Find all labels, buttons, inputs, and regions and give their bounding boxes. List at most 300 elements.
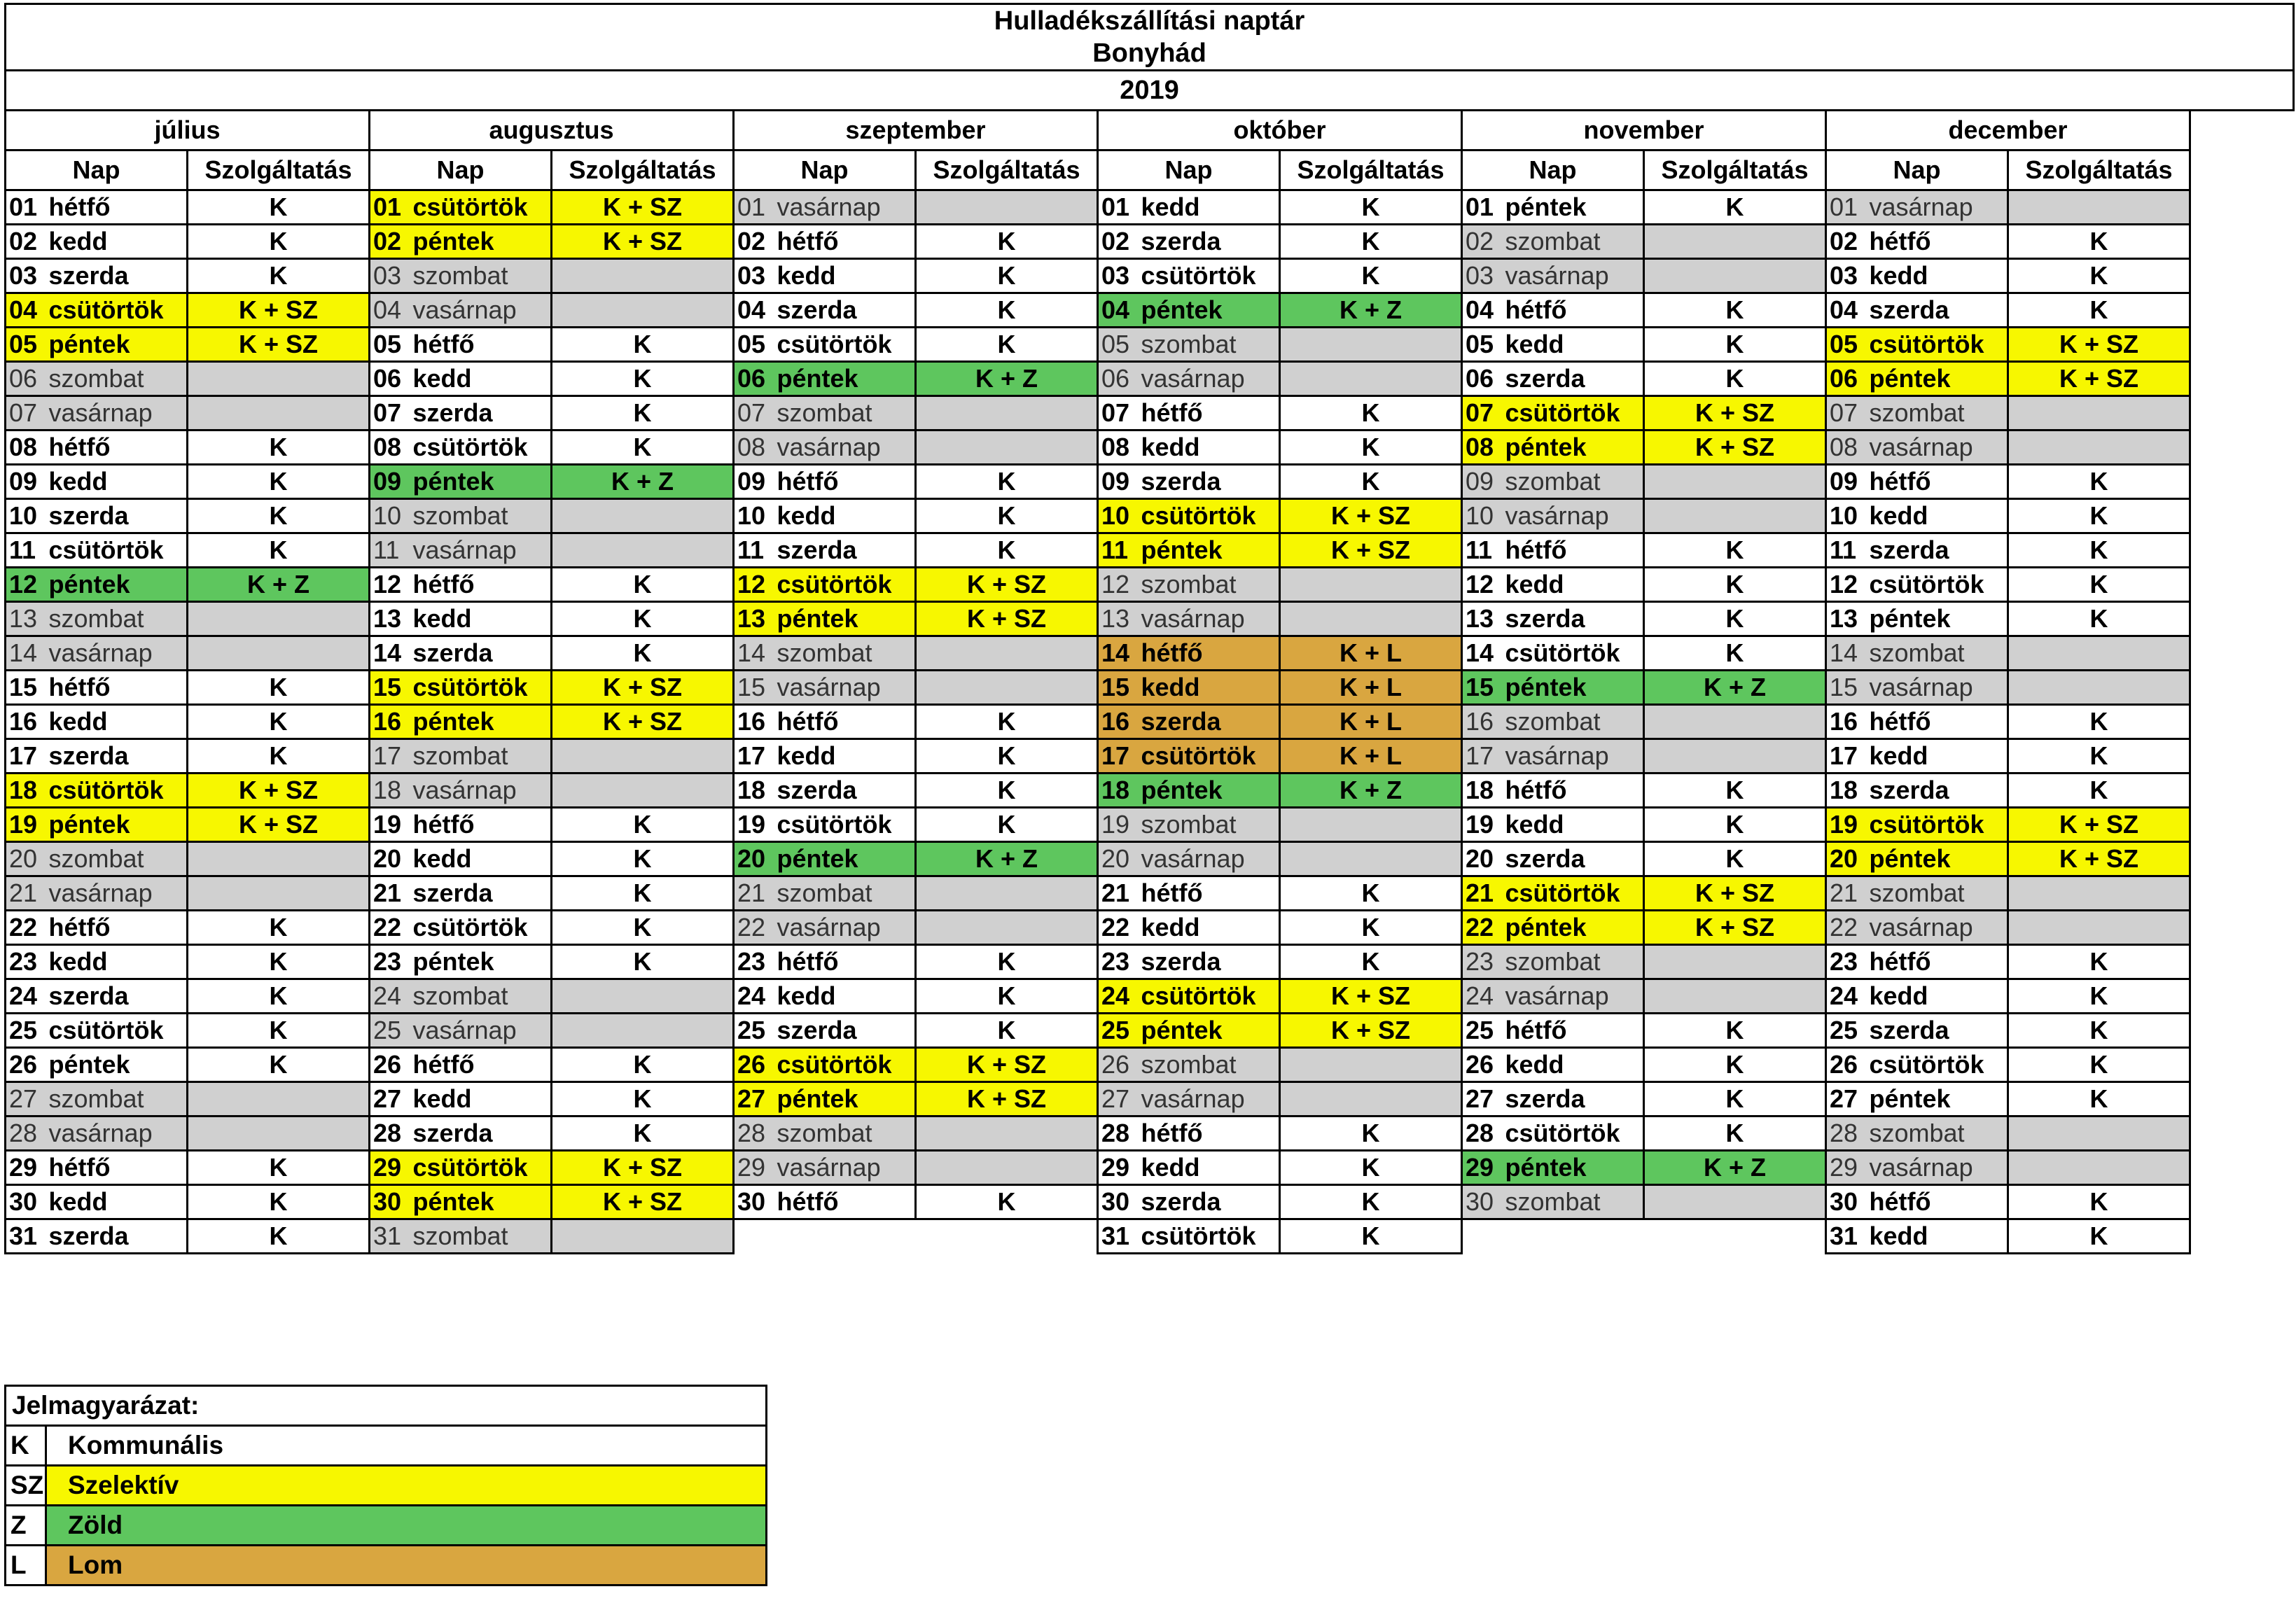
day-name: vasárnap (410, 1014, 552, 1048)
day-name: kedd (1139, 911, 1280, 945)
service-code (552, 1219, 734, 1254)
service-code: K + SZ (188, 328, 370, 362)
service-code: K (552, 602, 734, 636)
service-code: K (2008, 1014, 2190, 1048)
day-name: vasárnap (46, 636, 188, 671)
service-code: K (1280, 1116, 1462, 1151)
service-code (552, 1014, 734, 1048)
service-code: K (2008, 774, 2190, 808)
service-code: K (916, 705, 1098, 739)
day-name: péntek (1139, 293, 1280, 328)
day-number: 25 (1462, 1014, 1503, 1048)
day-name: szombat (774, 636, 916, 671)
service-code: K (552, 568, 734, 602)
column-header-service: Szolgáltatás (2008, 150, 2190, 190)
day-number: 30 (1462, 1185, 1503, 1219)
day-name: vasárnap (1503, 259, 1644, 293)
day-name: hétfő (46, 911, 188, 945)
day-name: kedd (1867, 1219, 2008, 1254)
day-number: 10 (1098, 499, 1139, 533)
day-number: 23 (1826, 945, 1867, 979)
day-name: péntek (1139, 533, 1280, 568)
day-name: szombat (410, 979, 552, 1014)
day-name: szerda (46, 259, 188, 293)
day-number: 17 (1826, 739, 1867, 774)
day-number: 25 (6, 1014, 46, 1048)
day-name: csütörtök (1139, 259, 1280, 293)
service-code (2008, 190, 2190, 225)
day-name: szombat (1503, 1185, 1644, 1219)
day-name: hétfő (46, 190, 188, 225)
day-number: 28 (1462, 1116, 1503, 1151)
day-number: 06 (1098, 362, 1139, 396)
table-row (6, 945, 2294, 979)
service-code: K (1280, 911, 1462, 945)
day-number: 05 (1098, 328, 1139, 362)
column-header-day: Nap (1098, 150, 1280, 190)
day-name: vasárnap (1503, 499, 1644, 533)
day-number: 23 (6, 945, 46, 979)
table-row (6, 190, 2294, 225)
table-row (6, 636, 2294, 671)
day-number: 14 (1098, 636, 1139, 671)
service-code: K + Z (1280, 293, 1462, 328)
service-code (916, 911, 1098, 945)
table-row (6, 293, 2294, 328)
day-name: kedd (1503, 1048, 1644, 1082)
day-name: szombat (410, 259, 552, 293)
day-number: 14 (6, 636, 46, 671)
service-code (916, 396, 1098, 430)
day-name: csütörtök (46, 1014, 188, 1048)
day-name: péntek (1867, 362, 2008, 396)
day-number: 30 (734, 1185, 774, 1219)
service-code: K + SZ (552, 671, 734, 705)
day-number: 03 (734, 259, 774, 293)
service-code: K (916, 808, 1098, 842)
day-number: 04 (6, 293, 46, 328)
day-name: péntek (1503, 190, 1644, 225)
day-number: 23 (370, 945, 410, 979)
legend-label: Kommunális (46, 1426, 767, 1466)
service-code: K (552, 328, 734, 362)
day-name: csütörtök (1867, 808, 2008, 842)
day-name: hétfő (1139, 396, 1280, 430)
day-name: péntek (1503, 671, 1644, 705)
day-number: 27 (370, 1082, 410, 1116)
day-name: vasárnap (410, 774, 552, 808)
day-number: 18 (1462, 774, 1503, 808)
day-number: 13 (734, 602, 774, 636)
day-number: 19 (370, 808, 410, 842)
day-number: 14 (1462, 636, 1503, 671)
day-name: kedd (774, 979, 916, 1014)
table-row (6, 568, 2294, 602)
service-code: K (188, 1151, 370, 1185)
service-code (2008, 671, 2190, 705)
table-row (6, 671, 2294, 705)
service-code: K (2008, 602, 2190, 636)
day-name: hétfő (774, 465, 916, 499)
day-name: csütörtök (46, 533, 188, 568)
day-name: péntek (46, 568, 188, 602)
service-code: K (552, 808, 734, 842)
service-code: K (552, 876, 734, 911)
day-number: 08 (1098, 430, 1139, 465)
service-code (188, 362, 370, 396)
day-number: 28 (6, 1116, 46, 1151)
service-code: K (1280, 1151, 1462, 1185)
day-name: kedd (46, 945, 188, 979)
day-number: 20 (370, 842, 410, 876)
service-code: K + L (1280, 636, 1462, 671)
day-name: péntek (774, 1082, 916, 1116)
day-name: péntek (1503, 911, 1644, 945)
service-code: K (188, 430, 370, 465)
service-code (1280, 842, 1462, 876)
service-code: K (188, 945, 370, 979)
day-name: szerda (410, 876, 552, 911)
day-name: szerda (410, 1116, 552, 1151)
service-code: K (552, 945, 734, 979)
day-name: hétfő (410, 1048, 552, 1082)
table-row (6, 259, 2294, 293)
day-name: szerda (46, 499, 188, 533)
service-code: K (2008, 465, 2190, 499)
service-code: K (2008, 1185, 2190, 1219)
day-name: csütörtök (1139, 499, 1280, 533)
day-name: kedd (1503, 808, 1644, 842)
month-header: november (1462, 111, 1826, 150)
day-number: 16 (734, 705, 774, 739)
day-name: hétfő (1139, 636, 1280, 671)
day-number: 28 (1098, 1116, 1139, 1151)
table-row (6, 328, 2294, 362)
day-name: vasárnap (774, 1151, 916, 1185)
column-header-day: Nap (734, 150, 916, 190)
day-name: szombat (1139, 1048, 1280, 1082)
day-number: 27 (734, 1082, 774, 1116)
service-code: K (2008, 945, 2190, 979)
service-code: K (188, 225, 370, 259)
day-number: 30 (370, 1185, 410, 1219)
day-number: 12 (6, 568, 46, 602)
day-number: 09 (734, 465, 774, 499)
day-number: 26 (6, 1048, 46, 1082)
day-number: 20 (1462, 842, 1503, 876)
day-number: 19 (1098, 808, 1139, 842)
table-row (6, 979, 2294, 1014)
day-name: csütörtök (774, 1048, 916, 1082)
day-name: hétfő (46, 671, 188, 705)
day-number: 05 (1462, 328, 1503, 362)
service-code: K (1280, 396, 1462, 430)
day-number: 17 (6, 739, 46, 774)
day-number: 24 (370, 979, 410, 1014)
day-name: szerda (410, 396, 552, 430)
day-number: 02 (1462, 225, 1503, 259)
service-code: K (188, 1048, 370, 1082)
day-number: 08 (1462, 430, 1503, 465)
day-number: 22 (734, 911, 774, 945)
service-code: K (552, 1082, 734, 1116)
day-name: csütörtök (46, 774, 188, 808)
day-name: szombat (410, 1219, 552, 1254)
service-code: K + Z (1644, 1151, 1826, 1185)
day-name: szerda (410, 636, 552, 671)
table-row (6, 911, 2294, 945)
service-code: K (916, 293, 1098, 328)
empty-cell (1462, 1219, 1503, 1254)
day-name: szerda (1503, 362, 1644, 396)
day-number: 06 (1462, 362, 1503, 396)
month-header: szeptember (734, 111, 1098, 150)
day-name: péntek (1867, 602, 2008, 636)
day-name: szerda (1139, 225, 1280, 259)
service-code: K (1280, 430, 1462, 465)
day-name: kedd (1139, 430, 1280, 465)
service-code: K (188, 705, 370, 739)
day-name: vasárnap (1139, 1082, 1280, 1116)
service-code: K + SZ (552, 1151, 734, 1185)
service-code: K + SZ (2008, 808, 2190, 842)
table-row (6, 1014, 2294, 1048)
calendar-table (4, 3, 2295, 1254)
service-code (1280, 602, 1462, 636)
day-name: péntek (1867, 842, 2008, 876)
day-number: 17 (1462, 739, 1503, 774)
day-name: péntek (46, 1048, 188, 1082)
day-name: hétfő (46, 1151, 188, 1185)
table-row (6, 396, 2294, 430)
service-code: K + SZ (1644, 876, 1826, 911)
service-code (552, 293, 734, 328)
day-name: vasárnap (1867, 1151, 2008, 1185)
day-number: 18 (734, 774, 774, 808)
service-code: K + SZ (1280, 499, 1462, 533)
day-number: 09 (6, 465, 46, 499)
service-code (188, 636, 370, 671)
day-name: hétfő (774, 705, 916, 739)
service-code: K (2008, 979, 2190, 1014)
service-code: K + SZ (552, 225, 734, 259)
day-name: péntek (410, 1185, 552, 1219)
column-header-service: Szolgáltatás (1280, 150, 1462, 190)
day-name: péntek (774, 842, 916, 876)
day-number: 02 (370, 225, 410, 259)
service-code: K + SZ (1644, 430, 1826, 465)
day-number: 03 (1462, 259, 1503, 293)
service-code: K + Z (1280, 774, 1462, 808)
day-number: 21 (1462, 876, 1503, 911)
day-name: hétfő (1503, 293, 1644, 328)
day-number: 05 (370, 328, 410, 362)
day-name: csütörtök (1503, 876, 1644, 911)
table-row (6, 225, 2294, 259)
day-number: 24 (734, 979, 774, 1014)
service-code (1644, 945, 1826, 979)
service-code (552, 499, 734, 533)
service-code: K + SZ (2008, 328, 2190, 362)
day-number: 21 (6, 876, 46, 911)
day-number: 10 (370, 499, 410, 533)
day-number: 13 (1826, 602, 1867, 636)
day-name: kedd (1139, 190, 1280, 225)
day-number: 06 (1826, 362, 1867, 396)
day-name: csütörtök (1503, 636, 1644, 671)
day-number: 16 (1098, 705, 1139, 739)
day-number: 16 (1462, 705, 1503, 739)
day-number: 05 (6, 328, 46, 362)
day-number: 18 (6, 774, 46, 808)
service-code: K (1280, 190, 1462, 225)
day-name: szombat (774, 1116, 916, 1151)
day-number: 04 (1462, 293, 1503, 328)
day-number: 03 (1098, 259, 1139, 293)
service-code: K (1644, 774, 1826, 808)
service-code: K + L (1280, 671, 1462, 705)
month-header: december (1826, 111, 2190, 150)
service-code: K + SZ (552, 190, 734, 225)
day-number: 13 (1462, 602, 1503, 636)
service-code (916, 671, 1098, 705)
column-header-day: Nap (1462, 150, 1644, 190)
day-number: 01 (1826, 190, 1867, 225)
service-code: K (916, 945, 1098, 979)
day-number: 03 (6, 259, 46, 293)
day-number: 15 (734, 671, 774, 705)
day-number: 31 (1098, 1219, 1139, 1254)
service-code: K + L (1280, 705, 1462, 739)
day-number: 24 (6, 979, 46, 1014)
column-header-service: Szolgáltatás (1644, 150, 1826, 190)
day-number: 18 (1826, 774, 1867, 808)
table-row (6, 602, 2294, 636)
day-name: vasárnap (46, 876, 188, 911)
day-name: vasárnap (1139, 602, 1280, 636)
service-code: K (188, 1219, 370, 1254)
day-number: 22 (1098, 911, 1139, 945)
day-number: 07 (1826, 396, 1867, 430)
day-name: szombat (1867, 636, 2008, 671)
day-name: vasárnap (1867, 190, 2008, 225)
service-code: K (1644, 1014, 1826, 1048)
day-number: 09 (1462, 465, 1503, 499)
day-name: kedd (774, 739, 916, 774)
service-code: K (1644, 1082, 1826, 1116)
service-code: K + Z (916, 842, 1098, 876)
day-number: 28 (370, 1116, 410, 1151)
day-name: szombat (1503, 225, 1644, 259)
day-name: hétfő (410, 328, 552, 362)
service-code (1644, 499, 1826, 533)
day-number: 23 (734, 945, 774, 979)
day-name: hétfő (1867, 1185, 2008, 1219)
service-code: K (188, 911, 370, 945)
day-number: 31 (6, 1219, 46, 1254)
day-number: 29 (734, 1151, 774, 1185)
day-number: 14 (1826, 636, 1867, 671)
service-code: K (2008, 293, 2190, 328)
empty-cell (734, 1219, 774, 1254)
day-name: kedd (46, 705, 188, 739)
month-header: október (1098, 111, 1462, 150)
day-name: szombat (1867, 876, 2008, 911)
day-name: csütörtök (774, 568, 916, 602)
day-number: 20 (1098, 842, 1139, 876)
table-row (6, 499, 2294, 533)
service-code: K (552, 1116, 734, 1151)
service-code: K (916, 465, 1098, 499)
day-number: 12 (1826, 568, 1867, 602)
day-name: vasárnap (1867, 671, 2008, 705)
day-name: vasárnap (410, 293, 552, 328)
day-number: 05 (1826, 328, 1867, 362)
day-name: csütörtök (410, 1151, 552, 1185)
service-code: K (552, 362, 734, 396)
day-number: 25 (1098, 1014, 1139, 1048)
day-number: 21 (1826, 876, 1867, 911)
service-code: K (1280, 225, 1462, 259)
service-code: K + SZ (1280, 1014, 1462, 1048)
service-code: K + SZ (916, 1048, 1098, 1082)
day-name: vasárnap (1867, 430, 2008, 465)
service-code: K + SZ (916, 1082, 1098, 1116)
service-code (552, 259, 734, 293)
service-code: K (188, 1014, 370, 1048)
day-name: péntek (1867, 1082, 2008, 1116)
day-name: szombat (1139, 328, 1280, 362)
service-code: K (916, 259, 1098, 293)
day-name: kedd (1867, 979, 2008, 1014)
service-code: K (1280, 1185, 1462, 1219)
day-number: 23 (1462, 945, 1503, 979)
service-code (552, 774, 734, 808)
day-name: kedd (46, 225, 188, 259)
day-name: szerda (774, 533, 916, 568)
table-row (6, 1185, 2294, 1219)
day-number: 11 (6, 533, 46, 568)
table-row (6, 808, 2294, 842)
day-number: 31 (1826, 1219, 1867, 1254)
service-code: K (916, 533, 1098, 568)
legend-row (6, 1426, 767, 1466)
service-code: K + SZ (188, 774, 370, 808)
service-code: K + Z (188, 568, 370, 602)
day-number: 21 (1098, 876, 1139, 911)
day-name: vasárnap (774, 671, 916, 705)
service-code: K (552, 396, 734, 430)
table-row (6, 1219, 2294, 1254)
service-code (188, 876, 370, 911)
service-code: K + SZ (552, 705, 734, 739)
service-code (188, 396, 370, 430)
day-number: 10 (734, 499, 774, 533)
service-code: K (1280, 259, 1462, 293)
day-number: 14 (370, 636, 410, 671)
day-name: hétfő (46, 430, 188, 465)
day-name: péntek (410, 225, 552, 259)
day-name: vasárnap (46, 396, 188, 430)
day-number: 16 (6, 705, 46, 739)
day-number: 22 (1462, 911, 1503, 945)
day-name: péntek (46, 328, 188, 362)
table-row (6, 1116, 2294, 1151)
page-subtitle: Bonyhád (6, 37, 2294, 71)
service-code: K (916, 225, 1098, 259)
service-code: K (1644, 533, 1826, 568)
day-name: kedd (410, 842, 552, 876)
